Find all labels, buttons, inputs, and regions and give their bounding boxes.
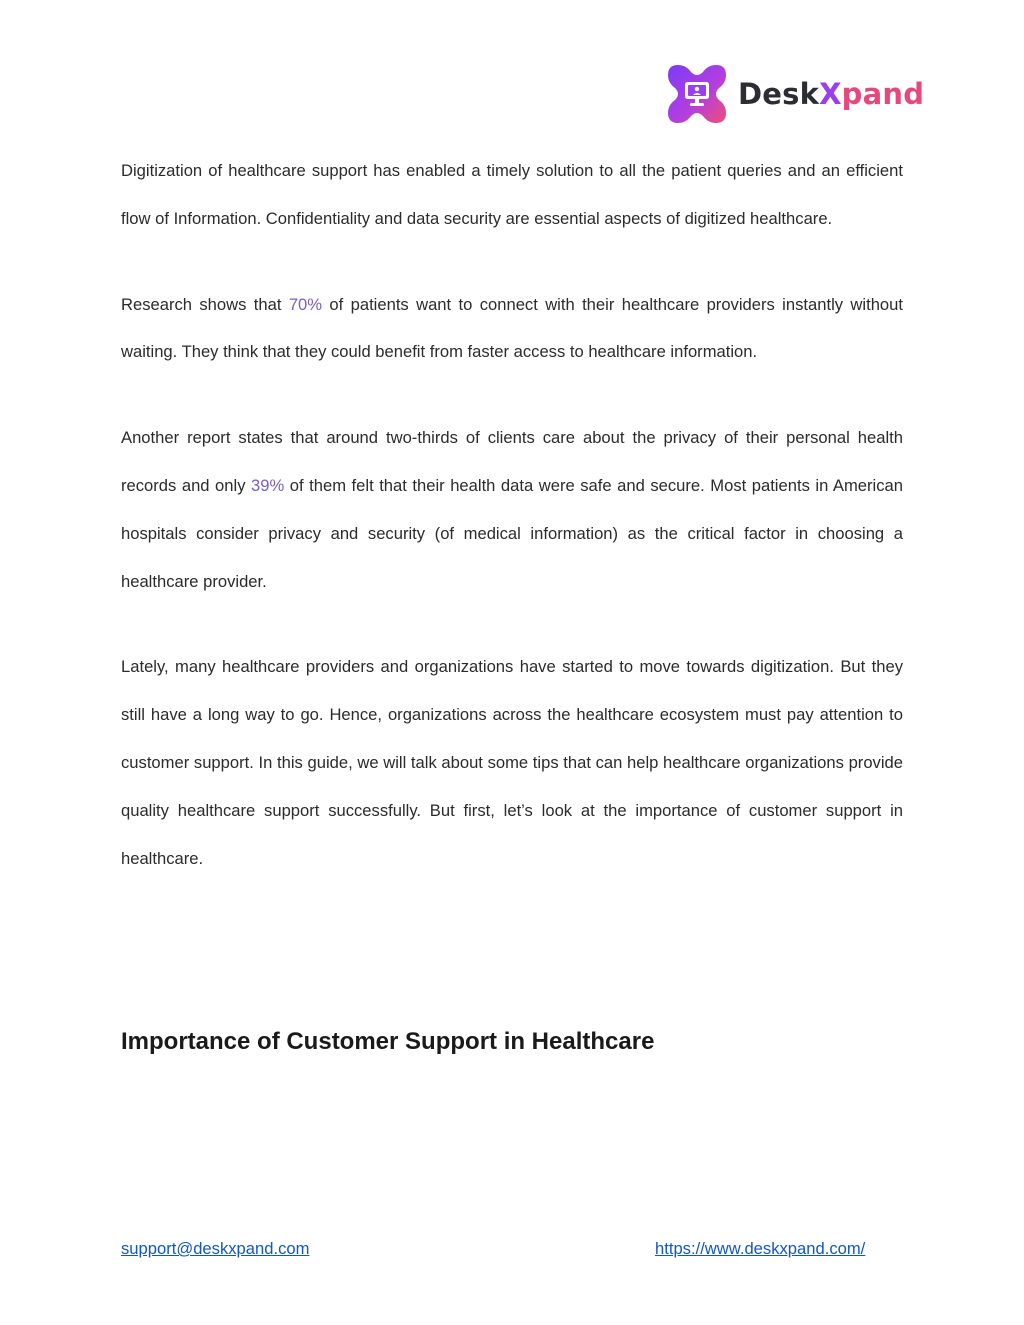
paragraph-research [121, 281, 903, 377]
brand-logo [664, 60, 944, 128]
paragraph-report [121, 414, 903, 605]
paragraph-research-before: Research shows that [121, 294, 289, 314]
paragraph-intro [121, 147, 903, 243]
document-body [121, 147, 903, 882]
paragraph-report-before: Another report states that around two-thirds of clients care about the privacy of their personal health records and only [121, 428, 903, 495]
stat-highlight-70: 70% [288, 294, 323, 314]
paragraph-digitization-text: Lately, many healthcare providers and organizations have started to move towards digitization. But they still have a long way to go. Hence, organizations across the healthcare ecosystem must pay attention to customer support. In this guide, we will talk about some tips that can help healthcare organizations provide quality healthcare support successfully. But first, let’s look at the importance of customer support in healthcare. [121, 657, 903, 868]
brand-wordmark-desk: Desk [738, 76, 820, 111]
stat-highlight-39: 39% [251, 475, 285, 495]
paragraph-research-after: of patients want to connect with their healthcare providers instantly without waiting. They think that they could benefit from faster access to healthcare information. [121, 294, 903, 362]
paragraph-digitization [121, 643, 903, 882]
footer-website-link[interactable]: https://www.deskxpand.com/ [655, 1239, 866, 1258]
brand-wordmark-pand: pand [841, 76, 925, 111]
paragraph-intro-text: Digitization of healthcare support has enabled a timely solution to all the patient queries and an efficient flow of Information. Confidentiality and data security are essential aspects of digitized healthcare. [121, 161, 903, 228]
paragraph-report-after: of them felt that their health data were safe and secure. Most patients in American hospitals consider privacy and security (of medical information) as the critical factor in choosing a healthcare provider. [121, 475, 903, 591]
brand-wordmark-x: X [819, 76, 842, 111]
footer-email-link[interactable]: support@deskxpand.com [121, 1239, 310, 1258]
brand-wordmark [738, 76, 925, 111]
section-heading: Importance of Customer Support in Healthcare [121, 1028, 655, 1055]
deskxpand-logo-icon [664, 61, 730, 127]
